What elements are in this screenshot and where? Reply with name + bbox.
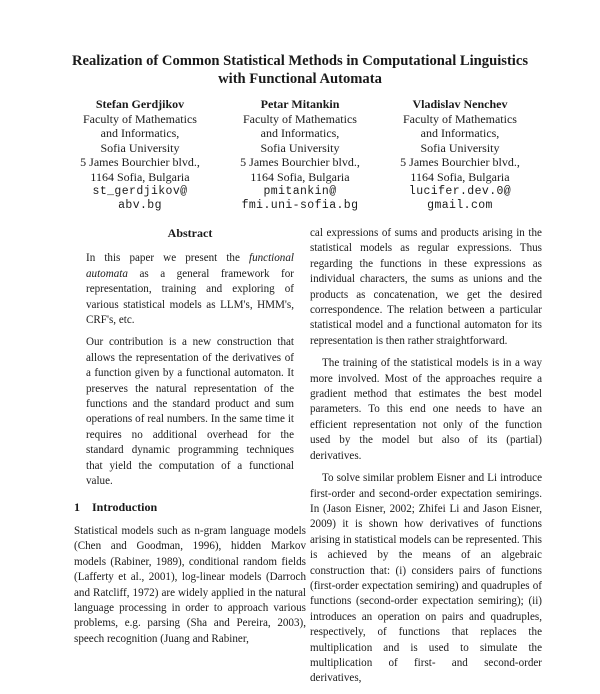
author-1: [60, 97, 220, 214]
left-column: [74, 226, 306, 654]
author-address-line: 5 James Bourchier blvd.,: [80, 155, 200, 170]
section-number: 1: [74, 499, 80, 514]
author-address-line: 1164 Sofia, Bulgaria: [410, 169, 510, 184]
author-email-part-1: st_gerdjikov@: [92, 184, 188, 198]
author-affiliation-line: and Informatics,: [260, 126, 340, 141]
abstract-paragraph-2: Our contribution is a new construction that allows the representation of the derivatives of a function given by a functional automaton. It preserves the natural representation of the functions and the standard product and sum operations of real numbers. In the same time it requires no additional overhead for the standard dynamic programming techniques that yield the computation of a functional value.: [86, 336, 294, 488]
author-affiliation-line: Faculty of Mathematics: [243, 111, 357, 126]
right-paragraph-3: To solve similar problem Eisner and Li introduce first-order and second-order expectation semirings. In (Jason Eisner, 2002; Zhifei Li and Jason Eisner, 2009) it is shown how derivatives of functions arising in statistical models can be represented. This is achieved by the means of an algebraic construction that: (i) considers pairs of functions (first-order expectation semiring) and quadruples of functions (second-order expectation semiring); (ii) introduces an operation on pairs and quadruples, respectively, of functions that replaces the multiplication and is used to simulate the multiplication of first- and second-order derivatives,: [310, 472, 542, 685]
author-affiliation-line: and Informatics,: [420, 126, 500, 141]
author-name: Vladislav Nenchev: [412, 97, 508, 111]
author-affiliation-line: Sofia University: [260, 140, 340, 155]
author-3: [380, 97, 540, 214]
author-email-part-1: lucifer.dev.0@: [408, 184, 512, 198]
title-line-2: with Functional Automata: [218, 71, 382, 87]
author-2: [220, 97, 380, 214]
right-paragraph-1: cal expressions of sums and products arising in the statistical models as regular expressions. Thus regarding the functions in these expressions as individual characters, the sums as unions and the products as concatenation, we get the desired correspondence. The relation between a particular statistical model and a functional automaton for its representation is then rather straightforward.: [310, 227, 542, 347]
right-paragraph-2: The training of the statistical models is in a way more involved. Most of the approaches require a gradient method that estimates the best model parameters. To this end one needs to have an efficient representation not only of the function used by the model but also of its (partial) derivatives.: [310, 357, 542, 462]
author-address-line: 5 James Bourchier blvd.,: [240, 155, 360, 170]
author-address-line: 5 James Bourchier blvd.,: [400, 155, 520, 170]
abstract-heading: Abstract: [167, 226, 213, 240]
intro-paragraph-1: Statistical models such as n-gram language models (Chen and Goodman, 1996), hidden Markov models (Rabiner, 1989), conditional random fields (Lafferty et al., 2001), log-linear models (Darroch and Ratcliff, 1972) are widely applied in the natural language processing in order to approach various problems, e.g. parsing (Sha and Pereira, 2003), speech recognition (Juang and Rabiner,: [74, 524, 306, 645]
author-name: Stefan Gerdjikov: [95, 97, 185, 111]
author-affiliation-line: Sofia University: [420, 140, 500, 155]
section-heading-introduction: [74, 500, 306, 515]
paper-title: [40, 52, 560, 88]
author-address-line: 1164 Sofia, Bulgaria: [250, 169, 350, 184]
author-email-part-2: abv.bg: [118, 199, 162, 213]
title-line-1: Realization of Common Statistical Methods in Computational Linguistics: [71, 53, 529, 69]
abstract-body: [74, 251, 306, 489]
section-title: Introduction: [92, 499, 158, 514]
author-name: Petar Mitankin: [260, 97, 340, 111]
author-address-line: 1164 Sofia, Bulgaria: [90, 169, 190, 184]
emphasis-functional-automata: functional automata: [86, 252, 294, 280]
right-column: [310, 226, 542, 694]
author-email-part-1: pmitankin@: [263, 184, 337, 198]
author-email-part-2: fmi.uni-sofia.bg: [241, 199, 359, 213]
author-affiliation-line: Faculty of Mathematics: [403, 111, 517, 126]
abstract-paragraph-1: In this paper we present the functional automata as a general framework for representation, training and exploring of various statistical models as LLM's, HMM's, CRF's, etc.: [86, 252, 294, 327]
author-affiliation-line: Sofia University: [100, 140, 180, 155]
author-email-part-2: gmail.com: [427, 199, 493, 213]
author-affiliation-line: Faculty of Mathematics: [83, 111, 197, 126]
author-affiliation-line: and Informatics,: [100, 126, 180, 141]
